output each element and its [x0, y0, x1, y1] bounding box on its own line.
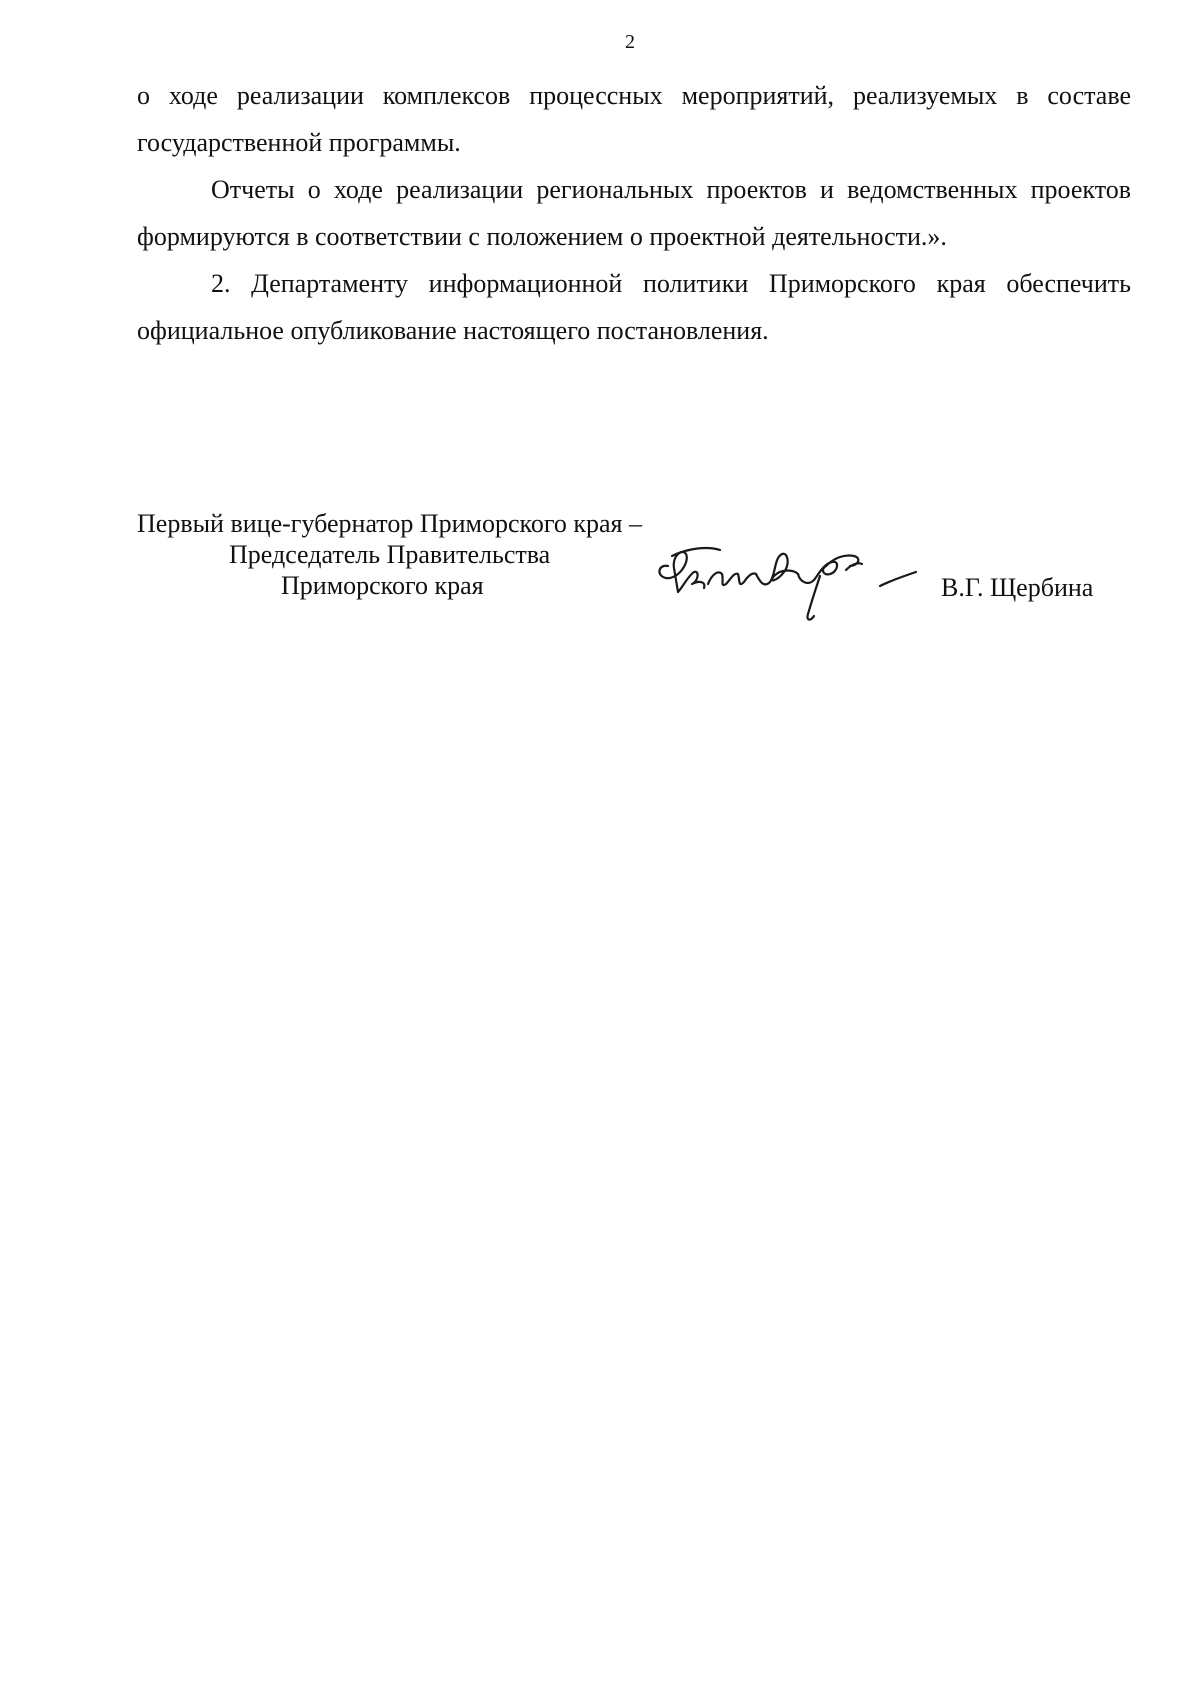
signatory-title-line3: Приморского края: [281, 571, 484, 600]
signatory-title-line1: Первый вице-губернатор Приморского края –: [137, 509, 642, 538]
paragraph-continuation: о ходе реализации комплексов процессных мероприятий, реализуемых в составе государственной программы.: [137, 81, 1131, 157]
paragraph-publication: 2. Департаменту информационной политики Приморского края обеспечить официальное опубликование настоящего постановления.: [137, 269, 1131, 345]
page-number: 2: [625, 31, 635, 53]
handwritten-signature-icon: [648, 536, 948, 636]
signatory-title-line2: Председатель Правительства: [229, 540, 551, 569]
document-body: [137, 72, 1131, 354]
signer-name: В.Г. Щербина: [941, 573, 1094, 602]
paragraph-reports: Отчеты о ходе реализации региональных проектов и ведомственных проектов формируются в соответствии с положением о проектной деятельности.».: [137, 175, 1131, 251]
